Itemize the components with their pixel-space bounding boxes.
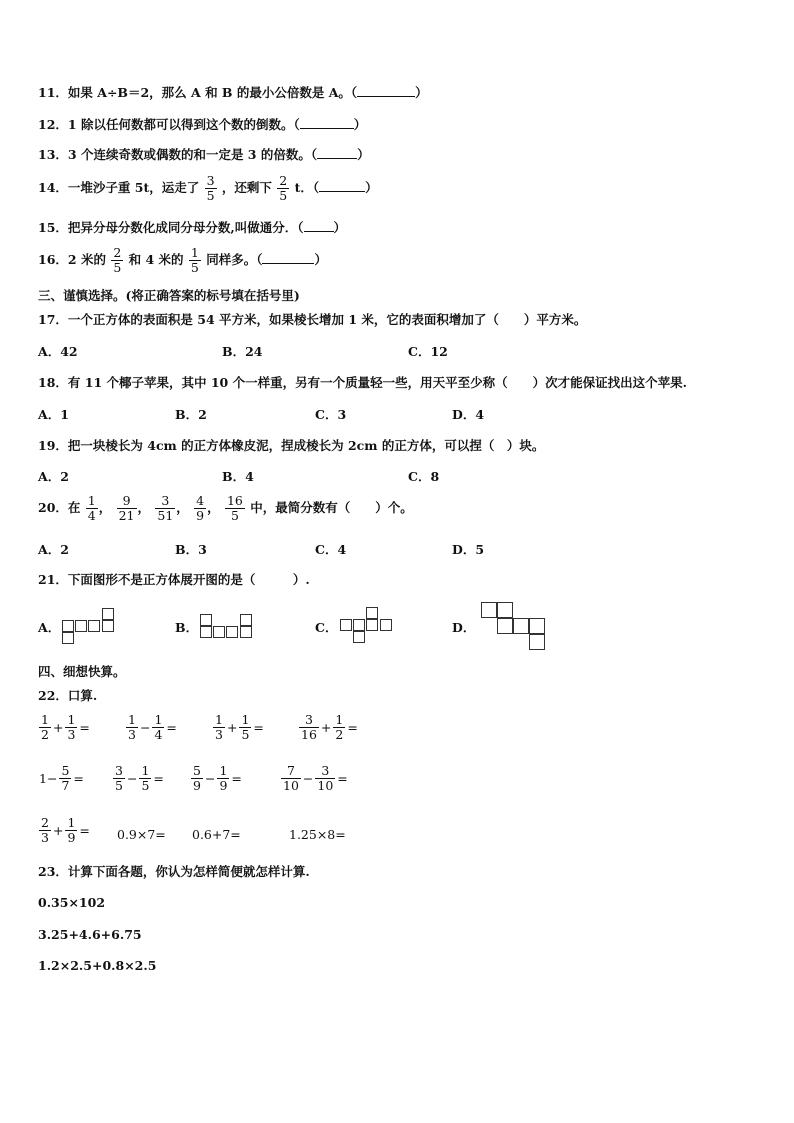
separator: ， — [207, 500, 220, 515]
fraction: $\frac{16}{5}$ — [226, 493, 243, 523]
question-16-text-b: 和 4 米的 — [128, 252, 184, 267]
answer-blank[interactable] — [357, 84, 415, 97]
answer-blank[interactable] — [317, 146, 357, 159]
question-20-text-b: 中，最简分数有（ ）个。 — [250, 500, 413, 515]
paren-close: ） — [365, 180, 378, 195]
option-d[interactable]: D．5 — [452, 542, 485, 557]
calc-item: 1− $\frac{5}{7}$ = — [39, 763, 84, 793]
question-16 — [38, 246, 327, 275]
question-13 — [38, 146, 370, 163]
option-a[interactable]: A．2 — [38, 542, 69, 557]
separator: ， — [98, 500, 112, 515]
calc-item: $\frac{3}{5}$ − $\frac{1}{5}$ = — [115, 763, 164, 793]
option-d[interactable]: D．4 — [452, 407, 485, 422]
option-b[interactable]: B．3 — [175, 542, 207, 557]
question-17-text: 17．一个正方体的表面积是 54 平方米，如果棱长增加 1 米，它的表面积增加了（ ）平方米。 — [38, 312, 587, 327]
calc-item: 0.9×7= — [117, 827, 166, 842]
calc-item: $\frac{2}{3}$ + $\frac{1}{9}$ = — [41, 815, 90, 845]
question-20 — [38, 494, 413, 523]
calc-expression: 3.25+4.6+6.75 — [38, 927, 142, 942]
question-21-text: 21．下面图形不是正方体展开图的是（ ）. — [38, 572, 310, 587]
fraction: $\frac{2}{5}$ — [113, 245, 122, 275]
calc-item: $\frac{1}{3}$ + $\frac{1}{5}$ = — [215, 712, 264, 742]
answer-blank[interactable] — [319, 179, 365, 192]
question-12 — [38, 116, 366, 133]
option-a[interactable]: A．1 — [38, 407, 69, 422]
paren-close: ） — [415, 85, 428, 100]
separator: ， — [137, 500, 151, 515]
option-c[interactable]: C．4 — [315, 542, 347, 557]
question-16-text-a: 16．2 米的 — [38, 252, 106, 267]
separator: ， — [176, 500, 189, 515]
fraction: $\frac{9}{21}$ — [118, 493, 135, 523]
calc-item: $\frac{5}{9}$ − $\frac{1}{9}$ = — [193, 763, 242, 793]
option-a[interactable]: A． — [38, 620, 61, 635]
question-11-text: 11．如果 A÷B＝2，那么 A 和 B 的最小公倍数是 A。（ — [38, 85, 358, 100]
option-d[interactable]: D． — [452, 620, 476, 635]
question-20-text-a: 20．在 — [38, 500, 81, 515]
option-c[interactable]: C． — [315, 620, 338, 635]
calc-item: $\frac{7}{10}$ − $\frac{3}{10}$ = — [283, 763, 348, 793]
calc-expression: 1.2×2.5+0.8×2.5 — [38, 958, 157, 973]
answer-blank[interactable] — [262, 251, 314, 264]
question-15-text: 15．把异分母分数化成同分母分数,叫做通分．（ — [38, 220, 304, 235]
question-23-title: 23．计算下面各题，你认为怎样简便就怎样计算. — [38, 864, 310, 879]
section-3-heading: 三、谨慎选择。(将正确答案的标号填在括号里) — [38, 288, 300, 303]
calc-expression: 0.35×102 — [38, 895, 106, 910]
calc-item: $\frac{1}{2}$ + $\frac{1}{3}$ = — [41, 712, 90, 742]
question-13-text: 13．3 个连续奇数或偶数的和一定是 3 的倍数。（ — [38, 147, 318, 162]
question-11 — [38, 84, 428, 101]
option-a[interactable]: A．42 — [38, 344, 78, 359]
option-b[interactable]: B．4 — [222, 469, 254, 484]
option-c[interactable]: C．8 — [408, 469, 440, 484]
paren-close: ） — [333, 220, 347, 235]
paren-close: ） — [357, 147, 370, 162]
fraction: $\frac{3}{51}$ — [157, 493, 174, 523]
calc-item: 0.6+7= — [192, 827, 241, 842]
option-a[interactable]: A．2 — [38, 469, 69, 484]
question-14-text-c: t．（ — [294, 180, 320, 195]
question-19-text: 19．把一块棱长为 4cm 的正方体橡皮泥，捏成棱长为 2cm 的正方体，可以捏（ ）块。 — [38, 438, 545, 453]
fraction: $\frac{1}{5}$ — [190, 245, 199, 275]
answer-blank[interactable] — [304, 219, 334, 232]
calc-item: $\frac{3}{16}$ + $\frac{1}{2}$ = — [301, 712, 358, 742]
question-18-text: 18．有 11 个椰子苹果，其中 10 个一样重，另有一个质量轻一些，用天平至少称（ ）次才能保证找出这个苹果. — [38, 375, 687, 390]
option-b[interactable]: B． — [175, 620, 199, 635]
fraction: $\frac{3}{5}$ — [206, 173, 215, 203]
option-c[interactable]: C．3 — [315, 407, 347, 422]
question-14 — [38, 174, 378, 203]
question-14-text-a: 14．一堆沙子重 5t，运走了 — [38, 180, 200, 195]
paren-close: ） — [353, 117, 367, 132]
option-b[interactable]: B．2 — [175, 407, 207, 422]
section-4-heading: 四、细想快算。 — [38, 664, 126, 679]
fraction: $\frac{2}{5}$ — [279, 173, 288, 203]
question-12-text: 12．1 除以任何数都可以得到这个数的倒数。（ — [38, 117, 300, 132]
question-16-text-c: 同样多。（ — [206, 252, 263, 267]
calc-item: 1.25×8= — [289, 827, 346, 842]
fraction: $\frac{1}{4}$ — [87, 493, 96, 523]
fraction: $\frac{4}{9}$ — [196, 493, 205, 523]
calc-item: $\frac{1}{3}$ − $\frac{1}{4}$ = — [128, 712, 177, 742]
question-22-title: 22．口算. — [38, 688, 98, 703]
paren-close: ） — [314, 252, 327, 267]
option-c[interactable]: C．12 — [408, 344, 448, 359]
answer-blank[interactable] — [300, 116, 354, 129]
question-14-text-b: ，还剩下 — [221, 180, 272, 195]
option-b[interactable]: B．24 — [222, 344, 263, 359]
question-15 — [38, 219, 346, 236]
